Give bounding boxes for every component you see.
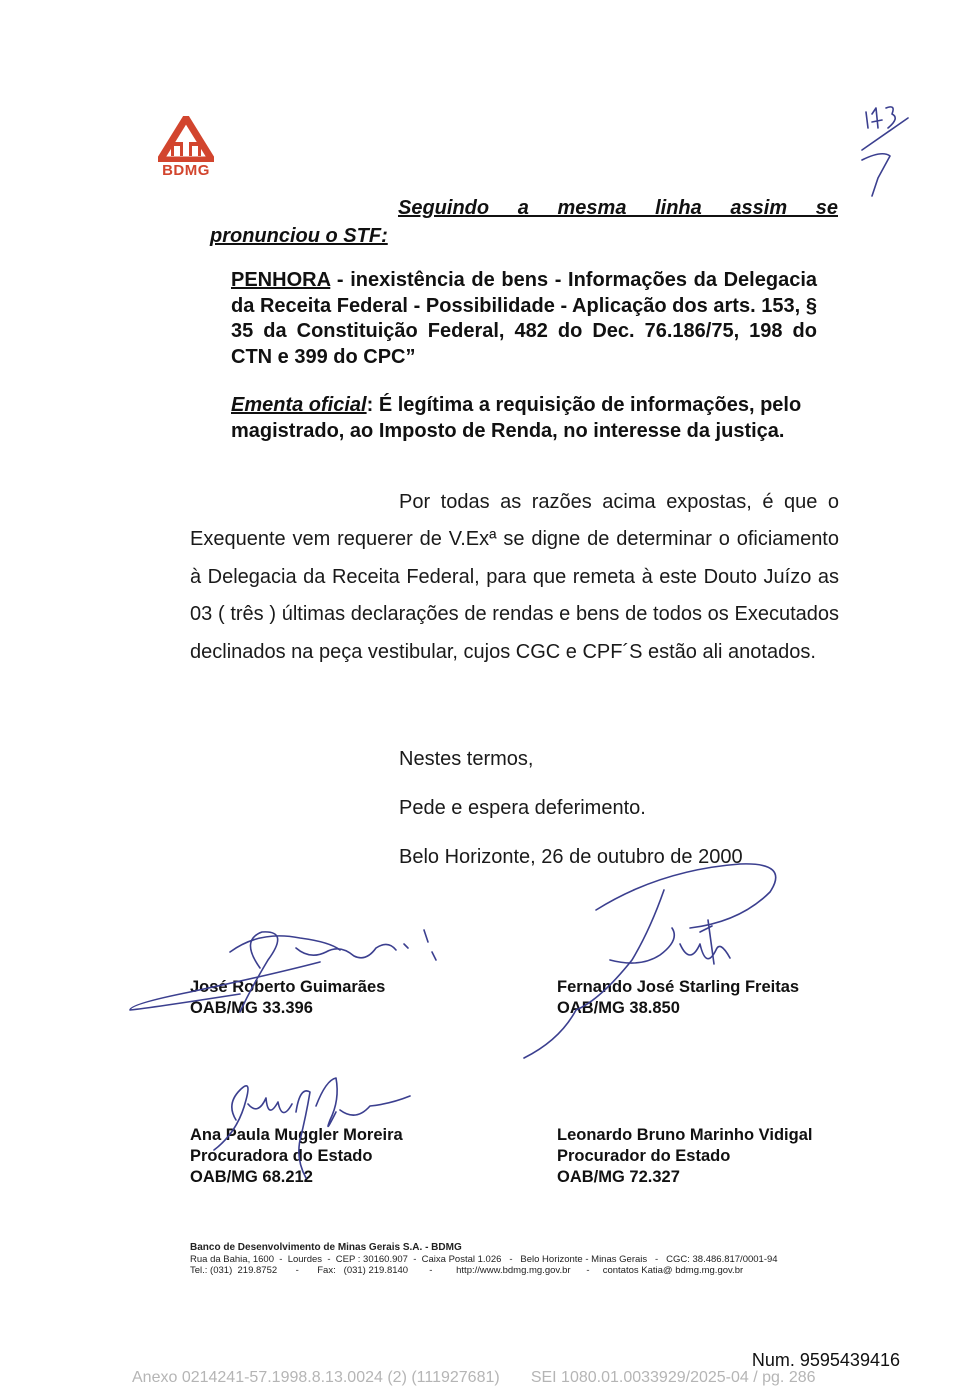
signatory-oab: OAB/MG 68.212 [190, 1168, 313, 1186]
signatory-3 [190, 1125, 403, 1188]
signatory-name: José Roberto Guimarães [190, 978, 386, 996]
signatory-oab: OAB/MG 38.850 [557, 999, 680, 1017]
document-number: Num. 9595439416 [751, 1350, 900, 1370]
signature-2 [524, 864, 776, 1058]
intro-line-1: Seguindo a mesma linha assim se [398, 197, 838, 219]
place-date: Belo Horizonte, 26 de outubro de 2000 [399, 846, 743, 868]
quote-keyword: PENHORA [231, 269, 331, 291]
signatory-oab: OAB/MG 33.396 [190, 999, 313, 1017]
signatory-oab: OAB/MG 72.327 [557, 1168, 680, 1186]
logo-text: BDMG [162, 162, 210, 179]
annex-reference: Anexo 0214241-57.1998.8.13.0024 (2) (111927681) SEI 1080.01.0033929/2025-04 / pg. 286 [132, 1369, 816, 1386]
signatory-2 [557, 977, 799, 1019]
signatory-name: Fernando José Starling Freitas [557, 978, 800, 996]
signatory-name: Ana Paula Muggler Moreira [190, 1126, 403, 1144]
quote-text: - inexistência de bens - Informações da Delegacia da Receita Federal - Possibilidade - Aplicação dos arts. 153, § 35 da Constituição Federal, 482 do Dec. 76.186/75, 198 do CTN e 399 do CPC” [231, 269, 817, 368]
bdmg-logo-icon [158, 116, 214, 162]
ementa-label: Ementa oficial [231, 394, 367, 416]
footer-contacts: Tel.: (031) 219.8752 - Fax: (031) 219.8140 - http://www.bdmg.mg.gov.br - contatos Katia@ bdmg.mg.gov.br [190, 1265, 744, 1276]
closing-line-1: Nestes termos, [399, 748, 534, 770]
footer-address: Rua da Bahia, 1600 - Lourdes - CEP : 30160.907 - Caixa Postal 1.026 - Belo Horizonte - Minas Gerais - CGC: 38.486.817/0001-94 [190, 1253, 778, 1265]
request-text: Por todas as razões acima expostas, é que o Exequente vem requerer de V.Exª se digne de determinar o oficiamento à Delegacia da Receita Federal, para que remeta à este Douto Juízo as 03 ( três ) últimas declarações de rendas e bens de todos os Executados declinados na peça vestibular, cujos CGC e CPF´S estão ali anotados. [190, 491, 839, 663]
ementa-block [231, 393, 817, 444]
footer-company: Banco de Desenvolvimento de Minas Gerais S.A. - BDMG [190, 1242, 462, 1253]
request-paragraph [190, 484, 839, 671]
signatory-1 [190, 977, 385, 1019]
ementa-text: : É legítima a requisição de informações, pelo magistrado, ao Imposto de Renda, no interesse da justiça. [231, 394, 802, 442]
signatory-4 [557, 1125, 812, 1188]
signatory-role: Procurador do Estado [557, 1147, 731, 1165]
margin-page-number [862, 107, 908, 196]
signatory-name: Leonardo Bruno Marinho Vidigal [557, 1126, 813, 1144]
letterhead-footer [190, 1242, 778, 1277]
stf-quote [231, 268, 817, 370]
signatory-role: Procuradora do Estado [190, 1147, 373, 1165]
closing-line-2: Pede e espera deferimento. [399, 797, 646, 819]
bdmg-logo [158, 116, 214, 180]
intro-line-2: pronunciou o STF: [210, 225, 388, 247]
